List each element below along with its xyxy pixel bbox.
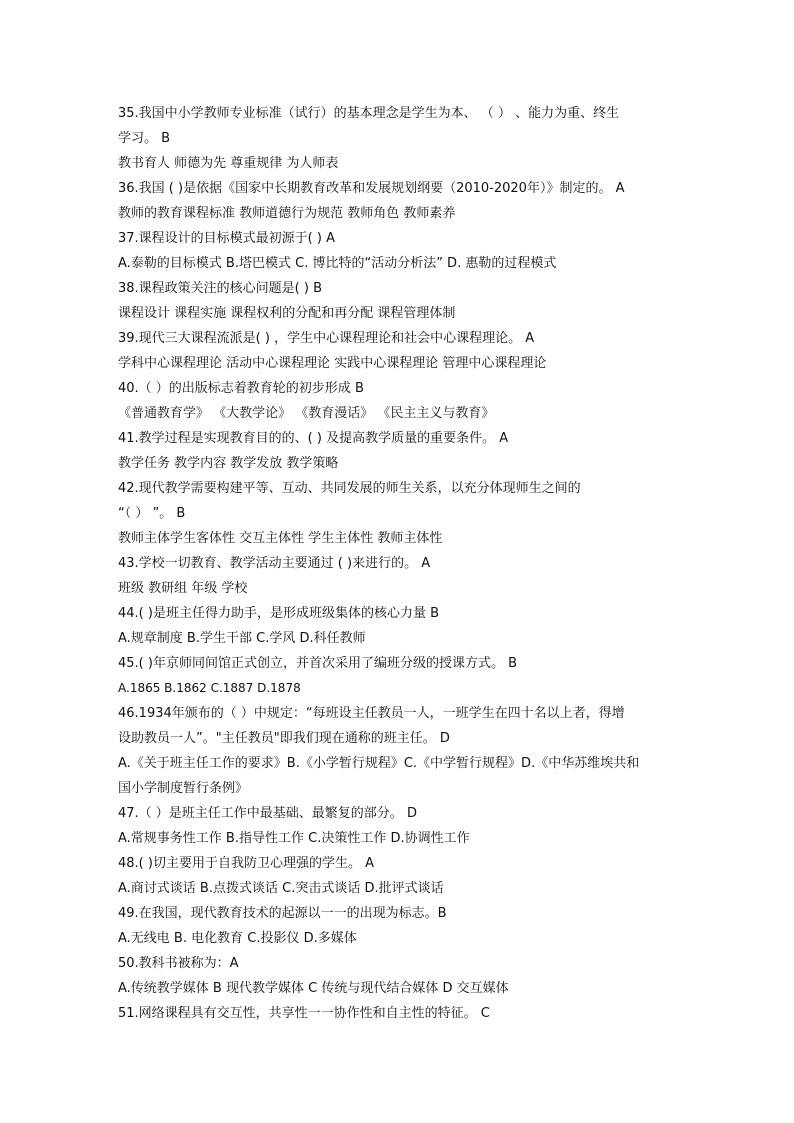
text-line: A.无线电 B. 电化教育 C.投影仪 D.多媒体 [118, 931, 357, 946]
text-line: A.《关于班主任工作的要求》B.《小学暂行规程》C.《中学暂行规程》D.《中华苏维埃共和 [118, 756, 640, 771]
text-line: 37.课程设计的目标模式最初源于( ) A [118, 231, 335, 246]
text-line: 38.课程政策关注的核心问题是( ) B [118, 281, 323, 296]
text-line: 36.我国 ( )是依据《国家中长期教育改革和发展规划纲要（2010-2020年）》制定的。 A [118, 181, 625, 196]
text-line: 44.( )是班主任得力助手，是形成班级集体的核心力量 B [118, 606, 440, 621]
question-list [118, 101, 678, 1026]
text-line: 42.现代教学需要构建平等、互动、共同发展的师生关系，以充分体现师生之间的 [118, 481, 581, 496]
text-line: A.1865 B.1862 C.1887 D.1878 [118, 681, 301, 695]
text-line: 48.( )切主要用于自我防卫心理强的学生。 A [118, 856, 374, 871]
text-line: 47.（ ）是班主任工作中最基础、最繁复的部分。 D [118, 806, 417, 821]
text-line: 教师的教育课程标准 教师道德行为规范 教师角色 教师素养 [118, 206, 456, 221]
text-line: 41.教学过程是实现教育目的的、( ) 及提高教学质量的重要条件。 A [118, 431, 509, 446]
text-line: 课程设计 课程实施 课程权利的分配和再分配 课程管理体制 [118, 306, 456, 321]
text-line: 教学任务 教学内容 教学发放 教学策略 [118, 456, 339, 471]
text-line: 班级 教研组 年级 学校 [118, 581, 248, 596]
text-line: A.传统教学媒体 B 现代教学媒体 C 传统与现代结合媒体 D 交互媒体 [118, 981, 509, 996]
text-line: A.泰勒的目标模式 B.塔巴模式 C. 博比特的“活动分析法” D. 惠勒的过程模式 [118, 256, 557, 271]
text-line: 39.现代三大课程流派是( ) ，学生中心课程理论和社会中心课程理论。 A [118, 331, 535, 346]
text-line: “（ ） ”。 B [118, 506, 186, 521]
text-line: 43.学校一切教育、教学活动主要通过 ( )来进行的。 A [118, 556, 431, 571]
text-line: 51.网络课程具有交互性，共享性一一协作性和自主性的特征。 C [118, 1006, 490, 1021]
text-line: 45.( )年京师同间馆正式创立，并首次采用了编班分级的授课方式。 B [118, 656, 518, 671]
text-line: 教师主体学生客体性 交互主体性 学生主体性 教师主体性 [118, 531, 443, 546]
text-line: 学习。 B [118, 131, 171, 146]
text-line: 46.1934年颁布的（ ）中规定：“每班设主任教员一人，一班学生在四十名以上者，得增 [118, 706, 625, 721]
text-line: 设助教员一人”。"主任教员"即我们现在通称的班主任。 D [118, 731, 450, 746]
text-line: 35.我国中小学教师专业标准（试行）的基本理念是学生为本、 （ ） 、能力为重、终生 [118, 106, 620, 121]
text-line: 40.（ ）的出版标志着教育轮的初步形成 B [118, 381, 364, 396]
text-line: 50.教科书被称为：A [118, 956, 239, 971]
text-line: A.商讨式谈话 B.点拨式谈话 C.突击式谈话 D.批评式谈话 [118, 881, 444, 896]
text-line: 《普通教育学》 《大教学论》 《教育漫话》 《民主主义与教育》 [118, 406, 495, 421]
text-line: 国小学制度暂行条例》 [118, 781, 249, 796]
text-line: 教书育人 师德为先 尊重规律 为人师表 [118, 156, 339, 171]
text-line: 学科中心课程理论 活动中心课程理论 实践中心课程理论 管理中心课程理论 [118, 356, 547, 371]
text-line: A.常规事务性工作 B.指导性工作 C.决策性工作 D.协调性工作 [118, 831, 470, 846]
text-line: A.规章制度 B.学生干部 C.学风 D.科任教师 [118, 631, 366, 646]
text-line: 49.在我国，现代教育技术的起源以一一的出现为标志。B [118, 906, 447, 921]
